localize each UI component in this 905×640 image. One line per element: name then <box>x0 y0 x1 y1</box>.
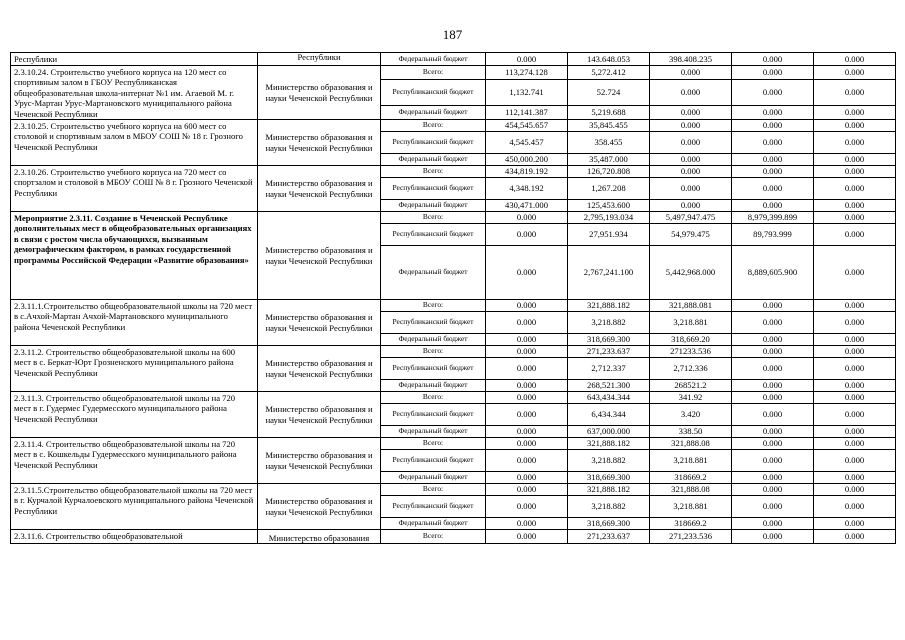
value-cell: 0.000 <box>732 105 814 119</box>
table-row <box>11 346 896 358</box>
value-cell: 2,712.337 <box>568 358 650 380</box>
value-cell: 0.000 <box>650 120 732 132</box>
value-cell: 0.000 <box>732 53 814 66</box>
value-cell: 0.000 <box>486 496 568 518</box>
executor-cell: Министерство образования и науки Чеченской Республики <box>258 120 381 166</box>
value-cell: 321,888.182 <box>568 438 650 450</box>
value-cell: 27,951.934 <box>568 224 650 246</box>
activity-name: 2.3.11.5.Строительство общеобразовательной школы на 720 мест в г. Курчалой Курчалоевского муниципального района Чеченской Республики <box>11 484 258 530</box>
value-cell: 0.000 <box>732 200 814 212</box>
value-cell: 35,487.000 <box>568 154 650 166</box>
value-cell: 0.000 <box>486 358 568 380</box>
value-cell: 0.000 <box>650 154 732 166</box>
value-cell: 0.000 <box>732 178 814 200</box>
value-cell: 268,521.300 <box>568 380 650 392</box>
value-cell: 271233.536 <box>650 346 732 358</box>
funding-source: Федеральный бюджет <box>381 472 486 484</box>
value-cell: 0.000 <box>486 380 568 392</box>
value-cell: 318,669.20 <box>650 334 732 346</box>
activity-name: 2.3.11.3. Строительство общеобразовательной школы на 720 мест в г. Гудермес Гудермесского муниципального района Чеченской Республики <box>11 392 258 438</box>
value-cell: 3,218.881 <box>650 496 732 518</box>
value-cell: 0.000 <box>650 105 732 119</box>
value-cell: 113,274.128 <box>486 66 568 80</box>
executor-cell: Министерство образования и науки Чеченской Республики <box>258 438 381 484</box>
value-cell: 0.000 <box>486 224 568 246</box>
value-cell: 0.000 <box>732 346 814 358</box>
value-cell: 0.000 <box>486 312 568 334</box>
value-cell: 0.000 <box>814 530 896 544</box>
activity-name: 2.3.11.2. Строительство общеобразовательной школы на 600 мест в с. Беркат-Юрт Грозненского муниципального района Чеченской Республики <box>11 346 258 392</box>
funding-source: Всего: <box>381 120 486 132</box>
value-cell: 0.000 <box>486 346 568 358</box>
value-cell: 0.000 <box>732 358 814 380</box>
executor-cell: Министерство образования и науки Чеченской Республики <box>258 392 381 438</box>
funding-source: Республиканский бюджет <box>381 404 486 426</box>
activity-name: 2.3.11.1.Строительство общеобразовательной школы на 720 мест в с.Ачхой-Мартан Ачхой-Мартановского муниципального района Чеченской Республики <box>11 300 258 346</box>
table-row <box>11 530 896 544</box>
value-cell: 3,218.882 <box>568 496 650 518</box>
funding-source: Федеральный бюджет <box>381 105 486 119</box>
funding-source: Всего: <box>381 346 486 358</box>
value-cell: 1,132.741 <box>486 80 568 106</box>
value-cell: 0.000 <box>814 438 896 450</box>
value-cell: 0.000 <box>732 154 814 166</box>
value-cell: 318,669.300 <box>568 518 650 530</box>
value-cell: 0.000 <box>732 132 814 154</box>
value-cell: 0.000 <box>814 154 896 166</box>
value-cell: 0.000 <box>486 334 568 346</box>
executor-cell: Министерство образования и науки Чеченской Республики <box>258 300 381 346</box>
funding-source: Республиканский бюджет <box>381 178 486 200</box>
budget-table <box>10 52 896 544</box>
value-cell: 0.000 <box>650 178 732 200</box>
value-cell: 89,793.999 <box>732 224 814 246</box>
value-cell: 3.420 <box>650 404 732 426</box>
value-cell: 0.000 <box>732 80 814 106</box>
value-cell: 0.000 <box>486 300 568 312</box>
value-cell: 0.000 <box>486 484 568 496</box>
funding-source: Всего: <box>381 484 486 496</box>
table-row <box>11 66 896 80</box>
funding-source: Федеральный бюджет <box>381 426 486 438</box>
value-cell: 0.000 <box>486 518 568 530</box>
value-cell: 54,979.475 <box>650 224 732 246</box>
value-cell: 271,233.637 <box>568 346 650 358</box>
activity-name: Республики <box>11 53 258 66</box>
table-row <box>11 166 896 178</box>
value-cell: 0.000 <box>732 392 814 404</box>
value-cell: 0.000 <box>732 166 814 178</box>
value-cell: 0.000 <box>814 246 896 300</box>
value-cell: 454,545.657 <box>486 120 568 132</box>
value-cell: 0.000 <box>732 450 814 472</box>
funding-source: Всего: <box>381 166 486 178</box>
activity-name: 2.3.10.24. Строительство учебного корпуса на 120 мест со спортивным залом в ГБОУ Республиканская общеобразовательная школа-интернат №1 им. Агаевой М. г. Урус-Мартан Урус-Мартановского муниципального района Чеченской Республики <box>11 66 258 120</box>
value-cell: 5,219.688 <box>568 105 650 119</box>
value-cell: 0.000 <box>486 246 568 300</box>
value-cell: 450,000.200 <box>486 154 568 166</box>
value-cell: 0.000 <box>814 358 896 380</box>
value-cell: 0.000 <box>814 212 896 224</box>
value-cell: 0.000 <box>814 450 896 472</box>
funding-source: Республиканский бюджет <box>381 496 486 518</box>
value-cell: 318669.2 <box>650 518 732 530</box>
table-row <box>11 53 896 66</box>
value-cell: 0.000 <box>486 472 568 484</box>
value-cell: 0.000 <box>814 496 896 518</box>
funding-source: Республиканский бюджет <box>381 224 486 246</box>
value-cell: 341.92 <box>650 392 732 404</box>
executor-cell: Министерство образования и науки Чеченской Республики <box>258 346 381 392</box>
table-body <box>11 53 896 544</box>
value-cell: 0.000 <box>814 472 896 484</box>
value-cell: 2,712.336 <box>650 358 732 380</box>
value-cell: 3,218.882 <box>568 450 650 472</box>
table-row <box>11 300 896 312</box>
value-cell: 0.000 <box>814 346 896 358</box>
value-cell: 0.000 <box>732 484 814 496</box>
value-cell: 271,233.536 <box>650 530 732 544</box>
table-row <box>11 120 896 132</box>
value-cell: 0.000 <box>814 518 896 530</box>
funding-source: Всего: <box>381 212 486 224</box>
value-cell: 0.000 <box>732 472 814 484</box>
value-cell: 318669.2 <box>650 472 732 484</box>
executor-cell: Министерство образования и науки Чеченской Республики <box>258 66 381 120</box>
value-cell: 35,845.455 <box>568 120 650 132</box>
table-row <box>11 212 896 224</box>
value-cell: 0.000 <box>486 530 568 544</box>
value-cell: 0.000 <box>814 334 896 346</box>
table-row <box>11 438 896 450</box>
value-cell: 268521.2 <box>650 380 732 392</box>
value-cell: 0.000 <box>814 53 896 66</box>
value-cell: 0.000 <box>732 404 814 426</box>
value-cell: 0.000 <box>650 166 732 178</box>
funding-source: Республиканский бюджет <box>381 358 486 380</box>
value-cell: 271,233.637 <box>568 530 650 544</box>
value-cell: 0.000 <box>732 66 814 80</box>
value-cell: 5,497,947.475 <box>650 212 732 224</box>
value-cell: 0.000 <box>814 404 896 426</box>
value-cell: 8,889,605.900 <box>732 246 814 300</box>
funding-source: Всего: <box>381 66 486 80</box>
value-cell: 0.000 <box>814 312 896 334</box>
value-cell: 5,272.412 <box>568 66 650 80</box>
value-cell: 126,720.808 <box>568 166 650 178</box>
value-cell: 0.000 <box>486 212 568 224</box>
activity-name: 2.3.10.25. Строительство учебного корпуса на 600 мест со столовой и спортивным залом в МБОУ СОШ № 18 г. Грозного Чеченской Республики <box>11 120 258 166</box>
value-cell: 1,267.208 <box>568 178 650 200</box>
funding-source: Федеральный бюджет <box>381 200 486 212</box>
value-cell: 0.000 <box>814 300 896 312</box>
value-cell: 3,218.881 <box>650 450 732 472</box>
value-cell: 0.000 <box>650 80 732 106</box>
value-cell: 0.000 <box>732 530 814 544</box>
value-cell: 0.000 <box>732 438 814 450</box>
value-cell: 0.000 <box>732 334 814 346</box>
activity-name: Мероприятие 2.3.11. Создание в Чеченской Республике дополнительных мест в общеобразовательных организациях в связи с ростом числа обучающихся, вызванным демографическим фактором, в рамках государственной программы Российской Федерации «Развитие образования» <box>11 212 258 300</box>
value-cell: 0.000 <box>814 484 896 496</box>
value-cell: 643,434.344 <box>568 392 650 404</box>
value-cell: 637,000.000 <box>568 426 650 438</box>
value-cell: 434,819.192 <box>486 166 568 178</box>
value-cell: 0.000 <box>814 166 896 178</box>
funding-source: Республиканский бюджет <box>381 132 486 154</box>
value-cell: 0.000 <box>814 380 896 392</box>
value-cell: 0.000 <box>486 438 568 450</box>
value-cell: 3,218.882 <box>568 312 650 334</box>
activity-name: 2.3.11.4. Строительство общеобразовательной школы на 720 мест в с. Кошкельды Гудермесского муниципального района Чеченской Республики <box>11 438 258 484</box>
value-cell: 321,888.182 <box>568 484 650 496</box>
funding-source: Федеральный бюджет <box>381 380 486 392</box>
value-cell: 3,218.881 <box>650 312 732 334</box>
value-cell: 0.000 <box>486 392 568 404</box>
value-cell: 112,141.387 <box>486 105 568 119</box>
value-cell: 0.000 <box>814 132 896 154</box>
value-cell: 0.000 <box>486 450 568 472</box>
value-cell: 0.000 <box>486 53 568 66</box>
value-cell: 321,888.081 <box>650 300 732 312</box>
value-cell: 0.000 <box>814 224 896 246</box>
funding-source: Всего: <box>381 438 486 450</box>
value-cell: 0.000 <box>650 132 732 154</box>
value-cell: 318,669.300 <box>568 472 650 484</box>
executor-cell: Республики <box>258 53 381 66</box>
funding-source: Федеральный бюджет <box>381 53 486 66</box>
table-row <box>11 392 896 404</box>
executor-cell: Министерство образования и науки Чеченской Республики <box>258 166 381 212</box>
funding-source: Федеральный бюджет <box>381 154 486 166</box>
activity-name: 2.3.10.26. Строительство учебного корпуса на 720 мест со спортзалом и столовой в МБОУ СОШ № 8 г. Грозного Чеченской Республики <box>11 166 258 212</box>
value-cell: 430,471.000 <box>486 200 568 212</box>
value-cell: 0.000 <box>732 380 814 392</box>
value-cell: 0.000 <box>814 80 896 106</box>
value-cell: 0.000 <box>650 200 732 212</box>
value-cell: 0.000 <box>814 392 896 404</box>
value-cell: 398.408.235 <box>650 53 732 66</box>
value-cell: 338.50 <box>650 426 732 438</box>
activity-name: 2.3.11.6. Строительство общеобразовательной <box>11 530 258 544</box>
value-cell: 318,669.300 <box>568 334 650 346</box>
value-cell: 0.000 <box>732 518 814 530</box>
funding-source: Федеральный бюджет <box>381 246 486 300</box>
value-cell: 0.000 <box>732 300 814 312</box>
value-cell: 2,795,193.034 <box>568 212 650 224</box>
table-row <box>11 484 896 496</box>
value-cell: 0.000 <box>650 66 732 80</box>
value-cell: 125,453.600 <box>568 200 650 212</box>
value-cell: 0.000 <box>732 120 814 132</box>
value-cell: 321,888.08 <box>650 438 732 450</box>
funding-source: Всего: <box>381 300 486 312</box>
executor-cell: Министерство образования и науки Чеченской Республики <box>258 212 381 300</box>
value-cell: 4,348.192 <box>486 178 568 200</box>
value-cell: 321,888.182 <box>568 300 650 312</box>
value-cell: 0.000 <box>732 426 814 438</box>
value-cell: 0.000 <box>814 426 896 438</box>
value-cell: 0.000 <box>814 66 896 80</box>
funding-source: Всего: <box>381 392 486 404</box>
value-cell: 0.000 <box>814 200 896 212</box>
value-cell: 0.000 <box>732 496 814 518</box>
value-cell: 52.724 <box>568 80 650 106</box>
value-cell: 0.000 <box>814 120 896 132</box>
funding-source: Республиканский бюджет <box>381 450 486 472</box>
value-cell: 0.000 <box>732 312 814 334</box>
value-cell: 2,767,241.100 <box>568 246 650 300</box>
value-cell: 8,979,399.899 <box>732 212 814 224</box>
executor-cell: Министерство образования <box>258 530 381 544</box>
value-cell: 143.648.053 <box>568 53 650 66</box>
value-cell: 4,545.457 <box>486 132 568 154</box>
executor-cell: Министерство образования и науки Чеченской Республики <box>258 484 381 530</box>
funding-source: Республиканский бюджет <box>381 312 486 334</box>
value-cell: 0.000 <box>814 105 896 119</box>
funding-source: Республиканский бюджет <box>381 80 486 106</box>
value-cell: 358.455 <box>568 132 650 154</box>
value-cell: 0.000 <box>486 404 568 426</box>
value-cell: 6,434.344 <box>568 404 650 426</box>
funding-source: Всего: <box>381 530 486 544</box>
funding-source: Федеральный бюджет <box>381 334 486 346</box>
page-number: 187 <box>442 27 463 42</box>
value-cell: 5,442,968.000 <box>650 246 732 300</box>
value-cell: 321,888.08 <box>650 484 732 496</box>
value-cell: 0.000 <box>814 178 896 200</box>
funding-source: Федеральный бюджет <box>381 518 486 530</box>
value-cell: 0.000 <box>486 426 568 438</box>
